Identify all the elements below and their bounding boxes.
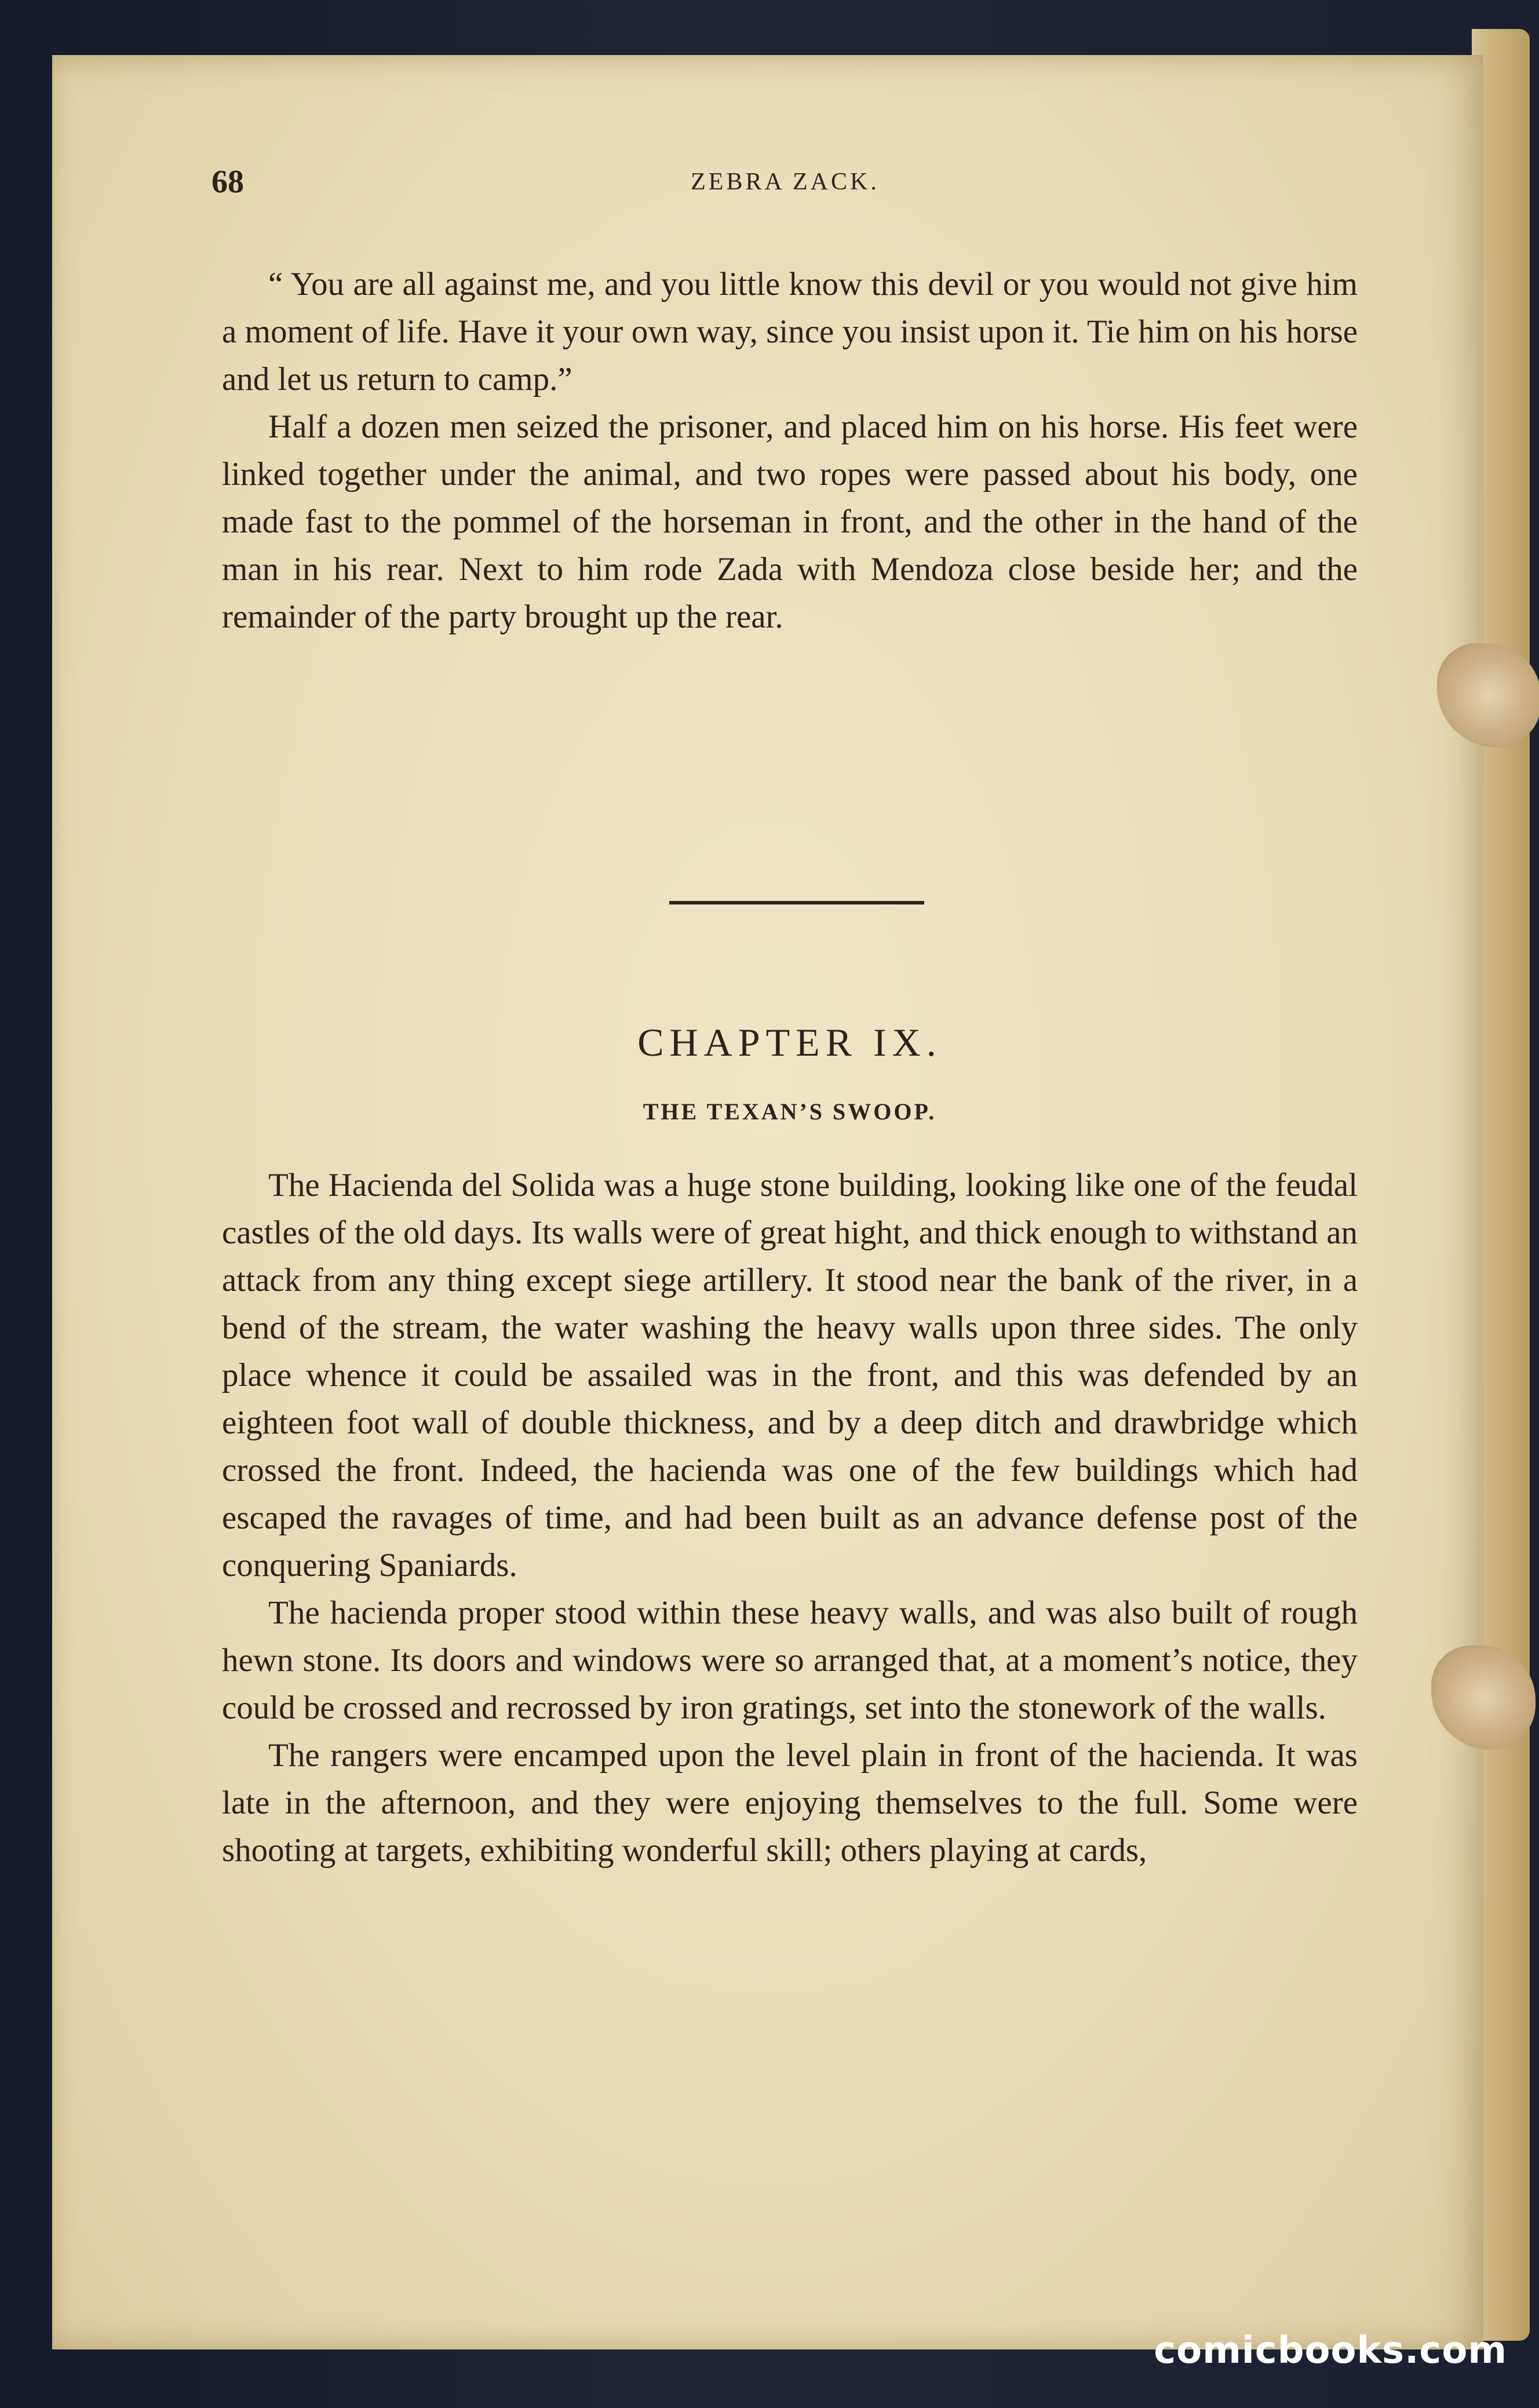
paragraph: The rangers were encamped upon the level plain in front of the hacienda. It was late in the afternoon, and they were enjoying themselves to the full. Some were shooting at targets, exhibiting wonderful skill; others playing at cards, — [222, 1737, 1358, 1869]
running-title: ZEBRA ZACK. — [691, 169, 880, 195]
chapter-heading: CHAPTER IX. — [637, 1020, 942, 1064]
paragraph: The hacienda proper stood within these heavy walls, and was also built of rough hewn stone. Its doors and windows were so arranged that, at a moment’s notice, they could be crossed and recrossed by iron gratings, set into the stonework of the walls. — [222, 1595, 1358, 1726]
page-number: 68 — [211, 164, 244, 200]
section-divider — [669, 901, 924, 904]
paragraph: The Hacienda del Solida was a huge stone building, looking like one of the feudal castles of the old days. Its walls were of great hight, and thick enough to withstand an attack from any thing except siege artillery. It stood near the bank of the river, in a bend of the stream, the water washing the heavy walls upon three sides. The only place whence it could be assailed was in the front, and this was defended by an eighteen foot wall of double thickness, and by a deep ditch and drawbridge which crossed the front. Indeed, the hacienda was one of the few buildings which had escaped the ravages of time, and had been built as an advance defense post of the conquering Spaniards. — [222, 1167, 1358, 1584]
chapter-subtitle: THE TEXAN’S SWOOP. — [643, 1099, 937, 1125]
text-block-top — [222, 261, 1358, 641]
watermark: comicbooks.com — [1154, 2329, 1507, 2372]
paragraph: “ You are all against me, and you little know this devil or you would not give him a moment of life. Have it your own way, since you insist upon it. Tie him on his horse and let us return to camp.” — [222, 266, 1358, 397]
paragraph: Half a dozen men seized the prisoner, and placed him on his horse. His feet were linked together under the animal, and two ropes were passed about his body, one made fast to the pommel of the horseman in front, and the other in the hand of the man in his rear. Next to him rode Zada with Mendoza close beside her; and the remainder of the party brought up the rear. — [222, 408, 1358, 635]
text-block-chapter — [222, 1162, 1358, 1874]
running-head — [211, 163, 1359, 210]
